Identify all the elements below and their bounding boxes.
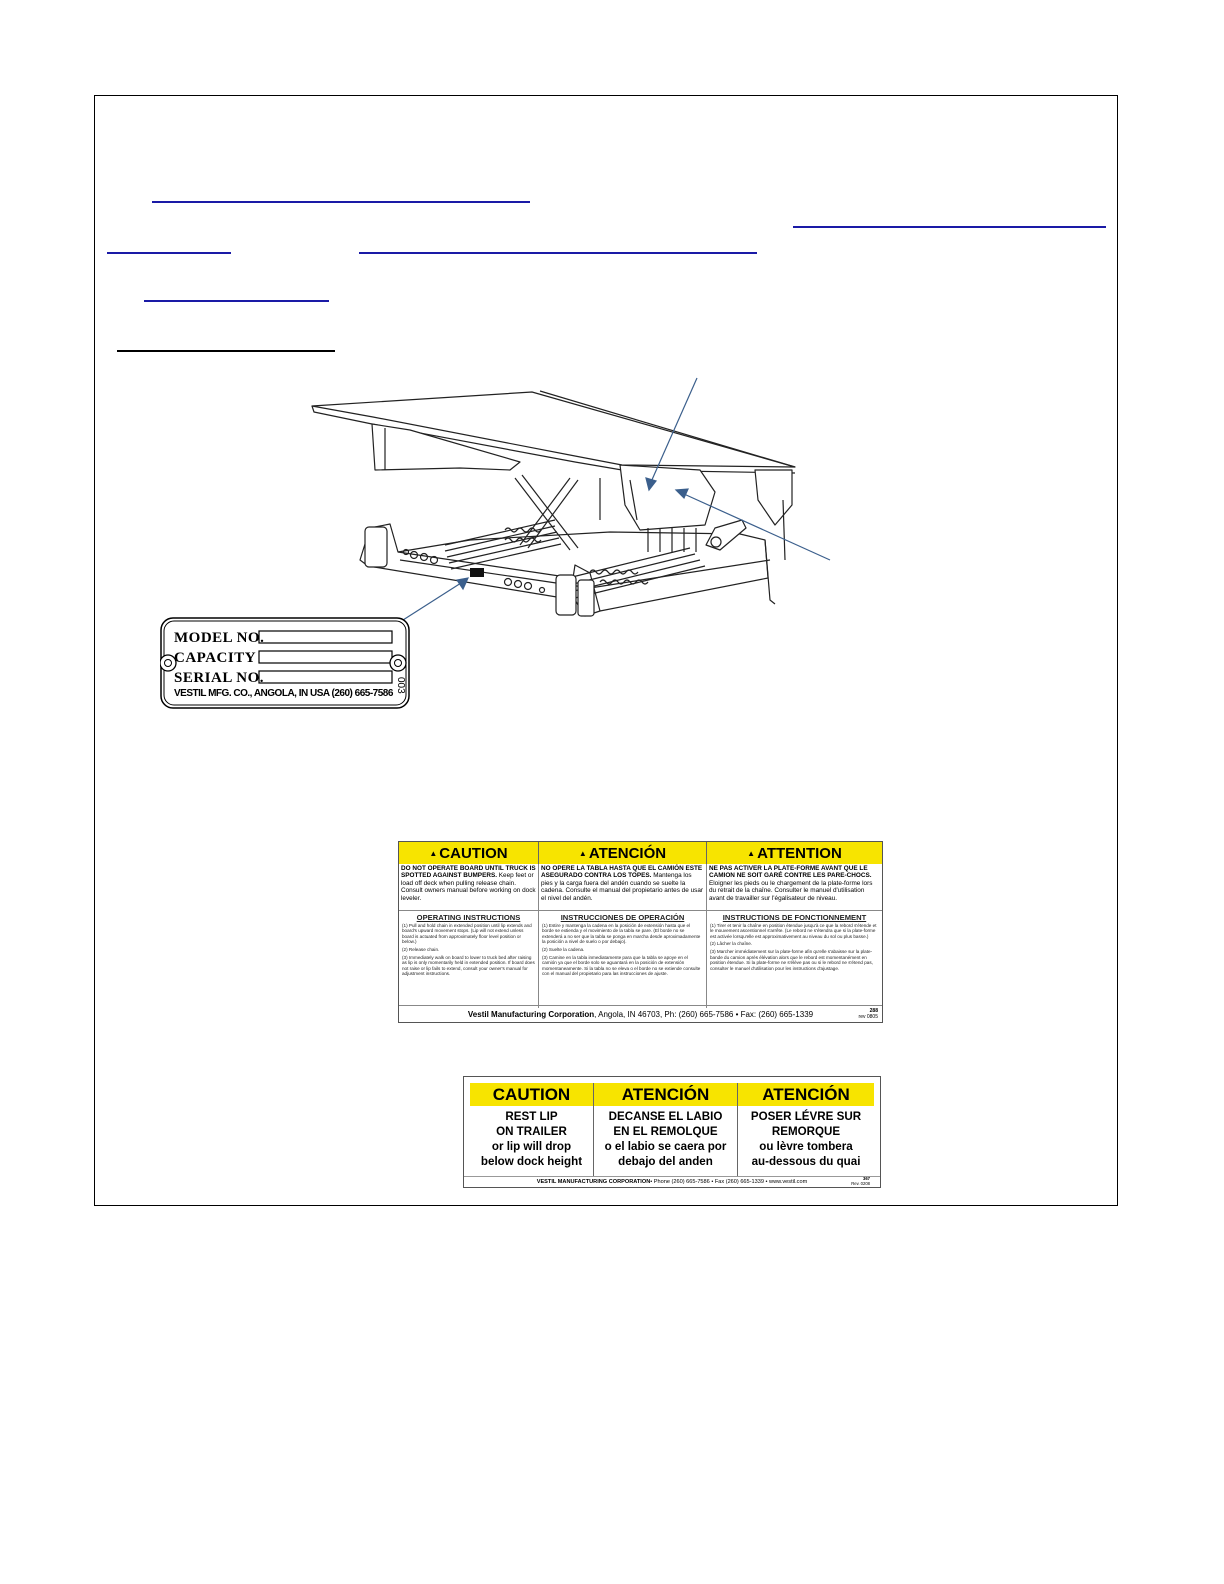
- caution-label-rest-lip: [463, 1076, 881, 1188]
- warning-triangle-icon: ▲: [429, 848, 438, 858]
- instruction-step: (3) Marcher immédiatement sur la plate-forme afin qu'elle s'abaisse sur la plate-bande du camion après élévation alors que le rebord est momentanément en position étendue. Si la plate-forme ne s'élève pas ou si le rebord ne s'étend pas, consulter le manuel d'utilisation pour les instructions d'ajustage.: [710, 948, 873, 971]
- caution-header-fr: ▲ ATTENTION: [707, 842, 882, 864]
- rest-lip-text-es: DECANSE EL LABIO EN EL REMOLQUE o el labio se caera por debajo del anden: [594, 1106, 738, 1176]
- caution-header-en: CAUTION: [470, 1083, 594, 1106]
- caution-header-es: ▲ ATENCIÓN: [539, 842, 707, 864]
- instruction-step: (3) Immediately walk on board to lower to truck bed after raising as lip is only momentarily held in extended position. If board does not raise or lip fails to extend, consult your owner's manual for adjustment instructions.: [402, 954, 535, 977]
- instructions-title-es: INSTRUCCIONES DE OPERACIÓN: [560, 913, 685, 922]
- section-heading-underline: [117, 350, 335, 352]
- instruction-step: (2) Release chain.: [402, 946, 440, 952]
- instruction-step: (1) Tirer et tenir la chaîne en position étendue jusqu'à ce que la rebord s'étende et le mouvement ascentionnel s'arrête. (Le rebord ne s'étendra que si la plate-forme est activée lorsqu'elle est approximativement au niveau du sol ou plus basse.): [710, 922, 877, 939]
- caution-header-es: ATENCIÓN: [594, 1083, 738, 1106]
- instructions-es: [539, 910, 707, 1008]
- warning-text-en: DO NOT OPERATE BOARD UNTIL TRUCK IS SPOTTED AGAINST BUMPERS. Keep feet or load off deck when pulling release chain. Consult owners manual before working on dock leveler.: [399, 864, 539, 910]
- instruction-step: (3) Camine en la tabla inmediatamente para que la tabla se apoye en el camión ya que el borde solo se aguantará en la posición de extensión momentaneamente. Si la tabla no se eleva o el borde no se extiende consulte con el manual del propietario para las instrucciones de ajuste.: [542, 954, 701, 977]
- link-underline-1: [152, 201, 530, 203]
- nameplate-capacity-label: CAPACITY: [174, 650, 257, 666]
- instructions-title-fr: INSTRUCTIONS DE FONCTIONNEMENT: [722, 913, 867, 922]
- dock-leveler-illustration: [300, 370, 840, 630]
- link-underline-2: [793, 226, 1106, 228]
- label-footer: VESTIL MANUFACTURING CORPORATION • Phone (260) 665-7586 • Fax (260) 665-1339 • www.vestil.com: [464, 1176, 880, 1187]
- instructions-fr: [707, 910, 882, 1008]
- warning-triangle-icon: ▲: [747, 848, 756, 858]
- serial-nameplate: [160, 617, 410, 709]
- nameplate-address: VESTIL MFG. CO., ANGOLA, IN USA (260) 665-7586: [174, 688, 393, 699]
- warning-text-fr: NE PAS ACTIVER LA PLATE-FORME AVANT QUE LE CAMION NE SOIT GARÉ CONTRE LES PARE-CHOCS. Eloigner les pieds ou le chargement de la plate-forme lors du retrait de la chaîne. Consulter le manuel d'utilisation avant de travailler sur l'égalisateur de niveau.: [709, 865, 873, 902]
- link-underline-4: [359, 252, 757, 254]
- instruction-step: (1) Pull and hold chain in extended position until lip extends and board's upward movement stops. (Lip will not extend unless board is actuated from approximately floor level position or below.): [402, 922, 532, 945]
- instruction-step: (1) Estire y mantenga la cadena en la posición de extensión hasta que el borde se extienda y el movimiento de la tabla se pare. (El borde no se extenderá a no ser que la tabla se ponga en marcha desde aproximadamente la posición a nivel de suelo o por debajo).: [542, 922, 701, 945]
- nameplate-serial-label: SERIAL NO.: [174, 670, 265, 686]
- warning-text-es: NO OPERE LA TABLA HASTA QUE EL CAMIÓN ESTE ASEGURADO CONTRA LOS TOPES. Mantenga los pies y la carga fuera del andén cuando se suelte la cadena. Consulte el manual del propietario antes de usar el nivel del andén.: [539, 864, 707, 910]
- link-underline-5: [144, 300, 329, 302]
- warning-triangle-icon: ▲: [578, 848, 587, 858]
- label-code: 367 Rev. 0208: [851, 1176, 870, 1186]
- rest-lip-text-en: REST LIP ON TRAILER or lip will drop below dock height: [470, 1106, 594, 1176]
- instruction-step: (2) Lâcher la chaîne.: [710, 941, 753, 947]
- caution-label-operating: [398, 841, 883, 1023]
- link-underline-3: [107, 252, 231, 254]
- label-footer: Vestil Manufacturing Corporation , Angola, IN 46703, Ph: (260) 665-7586 • Fax: (260) 665-1339: [399, 1005, 882, 1022]
- instructions-title-en: OPERATING INSTRUCTIONS: [416, 913, 521, 922]
- label-code: 288 rev 0805: [858, 1008, 878, 1020]
- caution-header-en: ▲ CAUTION: [399, 842, 539, 864]
- rest-lip-text-fr: POSER LÉVRE SUR REMORQUE ou lèvre tombera au-dessous du quai: [750, 1110, 862, 1168]
- nameplate-model-label: MODEL NO.: [174, 630, 265, 646]
- caution-header-fr: ATENCIÓN: [738, 1083, 874, 1106]
- instructions-en: [399, 910, 539, 1008]
- nameplate-code: 003: [395, 677, 406, 694]
- instruction-step: (2) Suelte la cadena.: [542, 946, 585, 952]
